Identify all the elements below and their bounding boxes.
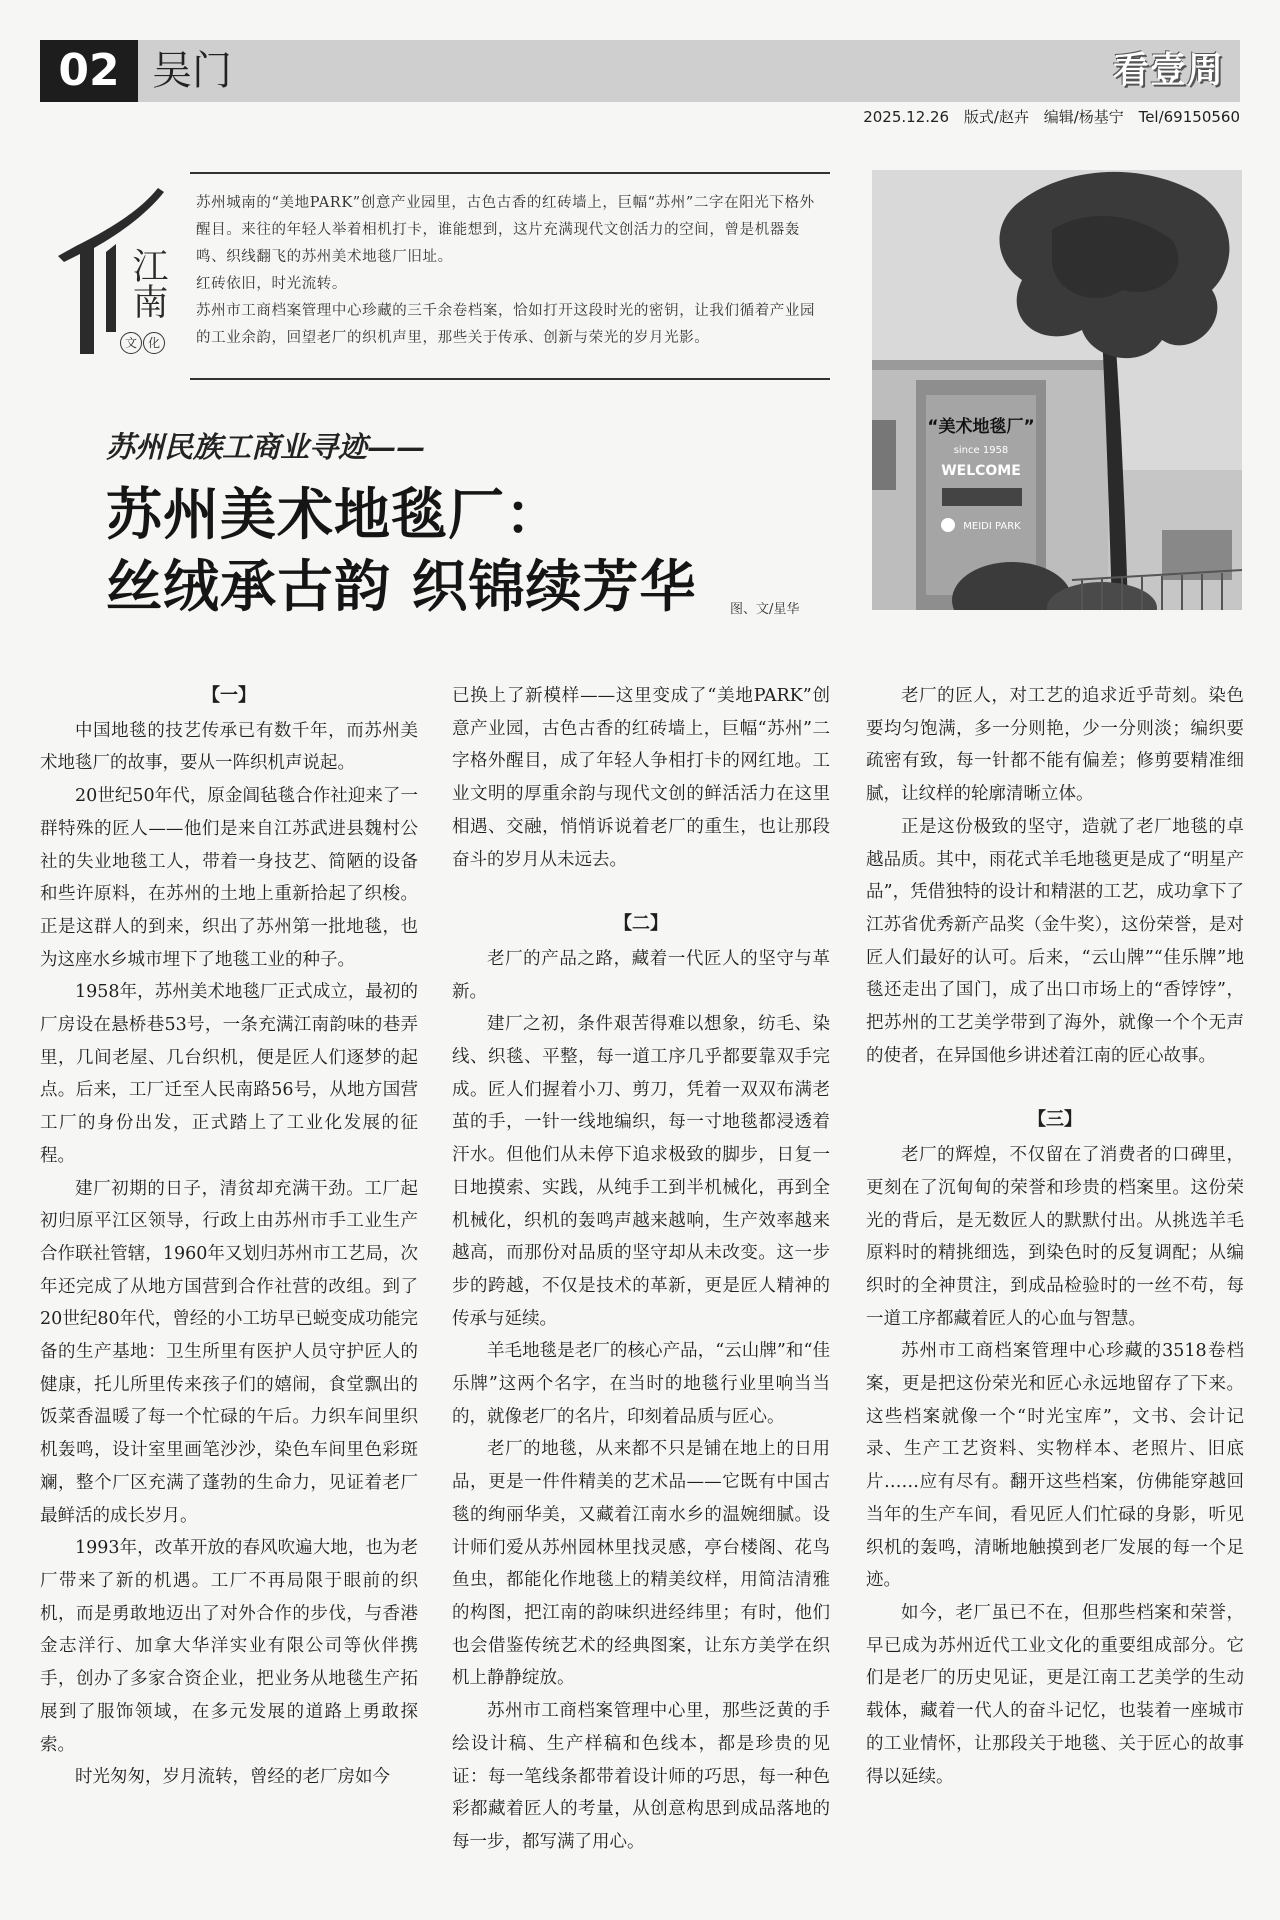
intro-paragraph: 苏州市工商档案管理中心珍藏的三千余卷档案，恰如打开这段时光的密钥，让我们循着产业园的工业余韵，回望老厂的织机声里，那些关于传承、创新与荣光的岁月光影。 (196, 303, 816, 346)
paragraph: 1993年，改革开放的春风吹遍大地，也为老厂带来了新的机遇。工厂不再局限于眼前的织机，而是勇敢地迈出了对外合作的步伐，与香港金志洋行、加拿大华洋实业有限公司等伙伴携手，创办了多家合资企业，把业务从地毯生产拓展到了服饰领域，在多元发展的道路上勇敢探索。 (40, 1538, 418, 1755)
section-heading: 【一】 (202, 685, 256, 706)
sign-since: since 1958 (953, 445, 1009, 456)
paragraph: 老厂的产品之路，藏着一代匠人的坚守与革新。 (452, 948, 830, 1002)
title-line-2: 丝绒承古韵 织锦续芳华 (106, 555, 697, 620)
paragraph: 苏州市工商档案管理中心里，那些泛黄的手绘设计稿、生产样稿和色线本，都是珍贵的见证：每一笔线条都带着设计师的巧思，每一种色彩都藏着匠人的考量，从创意构思到成品落地的每一步，都写满了用心。 (452, 1701, 830, 1852)
layout-credit: 版式/赵卉 (963, 108, 1029, 126)
sign-park: MEIDI PARK (963, 521, 1021, 532)
article-column-2 (452, 680, 830, 1859)
divider (190, 378, 830, 380)
paragraph: 20世纪50年代，原金阊毡毯合作社迎来了一群特殊的匠人——他们是来自江苏武进县魏村公社的失业地毯工人，带着一身技艺、简陋的设备和些许原料，在苏州的土地上重新拾起了织梭。正是这群人的到来，织出了苏州第一批地毯，也为这座水乡城市埋下了地毯工业的种子。 (40, 786, 418, 970)
paragraph: 建厂之初，条件艰苦得难以想象，纺毛、染线、织毯、平整，每一道工序几乎都要靠双手完成。匠人们握着小刀、剪刀，凭着一双双布满老茧的手，一针一线地编织，每一寸地毯都浸透着汗水。但他们从未停下追求极致的脚步，日复一日地摸索、实践，从纯手工到半机械化，再到全机械化，织机的轰鸣声越来越响，生产效率越来越高，而那份对品质的坚守却从未改变。这一步步的跨越，不仅是技术的革新，更是匠人精神的传承与延续。 (452, 1014, 830, 1329)
dateline (853, 106, 1240, 127)
spacer (866, 1072, 1244, 1104)
sign-title: “美术地毯厂” (927, 417, 1035, 437)
intro-paragraph: 红砖依旧，时光流转。 (196, 276, 347, 292)
spacer (452, 876, 830, 908)
issue-date: 2025.12.26 (863, 108, 950, 126)
logo-badge-2: 化 (143, 332, 165, 354)
sign-welcome: WELCOME (941, 463, 1021, 479)
paragraph: 正是这份极致的坚守，造就了老厂地毯的卓越品质。其中，雨花式羊毛地毯更是成了“明星产品”，凭借独特的设计和精湛的工艺，成功拿下了江苏省优秀新产品奖（金牛奖），这份荣誉，是对匠人们最好的认可。后来，“云山牌”“佳乐牌”地毯还走出了国门，成了出口市场上的“香饽饽”，把苏州的工艺美学带到了海外，就像一个个无声的使者，在异国他乡讲述着江南的匠心故事。 (866, 816, 1244, 1066)
page-header-bar (40, 40, 1240, 102)
article-kicker: 苏州民族工商业寻迹—— (106, 430, 426, 464)
paragraph: 老厂的辉煌，不仅留在了消费者的口碑里，更刻在了沉甸甸的荣誉和珍贵的档案里。这份荣光的背后，是无数匠人的默默付出。从挑选羊毛原料时的精挑细选，到染色时的反复调配；从编织时的全神贯注，到成品检验时的一丝不苟，每一道工序都藏着匠人的心血与智慧。 (866, 1145, 1244, 1329)
logo-badge-1: 文 (120, 332, 142, 354)
intro-lead (196, 190, 828, 352)
paragraph: 老厂的匠人，对工艺的追求近乎苛刻。染色要均匀饱满，多一分则艳，少一分则淡；编织要疏密有致，每一针都不能有偏差；修剪要精准细腻，让纹样的轮廓清晰立体。 (866, 686, 1244, 805)
paragraph: 如今，老厂虽已不在，但那些档案和荣誉，早已成为苏州近代工业文化的重要组成部分。它们是老厂的历史见证，更是江南工艺美学的生动载体，藏着一代人的奋斗记忆，也装着一座城市的工业情怀，让那段关于地毯、关于匠心的故事得以延续。 (866, 1602, 1244, 1787)
paragraph: 1958年，苏州美术地毯厂正式成立，最初的厂房设在悬桥巷53号，一条充满江南韵味的巷弄里，几间老屋、几台织机，便是匠人们逐梦的起点。后来，工厂迁至人民南路56号，从地方国营工厂的身份出发，正式踏上了工业化发展的征程。 (40, 982, 418, 1166)
paragraph: 中国地毯的技艺传承已有数千年，而苏州美术地毯厂的故事，要从一阵织机声说起。 (40, 720, 418, 774)
paragraph: 苏州市工商档案管理中心珍藏的3518卷档案，更是把这份荣光和匠心永远地留存了下来。这些档案就像一个“时光宝库”，文书、会计记录、生产工艺资料、实物样本、老照片、旧底片……应有尽有。翻开这些档案，仿佛能穿越回当年的生产车间，看见匠人们忙碌的身影，听见织机的轰鸣，清晰地触摸到老厂发展的每一个足迹。 (866, 1341, 1244, 1591)
telephone: Tel/69150560 (1138, 108, 1240, 126)
section-name: 吴门 (152, 48, 232, 94)
article-column-3 (866, 680, 1244, 1793)
byline: 图、文/星华 (730, 602, 800, 617)
paragraph: 老厂的地毯，从来都不只是铺在地上的日用品，更是一件件精美的艺术品——它既有中国古毯的绚丽华美，又藏着江南水乡的温婉细腻。设计师们爱从苏州园林里找灵感，亭台楼阁、花鸟鱼虫，都能化作地毯上的精美纹样，用简洁清雅的构图，把江南的韵味织进经纬里；有时，他们也会借鉴传统艺术的经典图案，让东方美学在织机上静静绽放。 (452, 1439, 830, 1689)
section-heading: 【二】 (614, 913, 668, 935)
paragraph: 羊毛地毯是老厂的核心产品，“云山牌”和“佳乐牌”这两个名字，在当时的地毯行业里响当当的，就像老厂的名片，印刻着品质与匠心。 (452, 1341, 830, 1427)
logo-badge (120, 332, 166, 354)
title-line-1: 苏州美术地毯厂： (106, 483, 562, 548)
article-column-1 (40, 680, 418, 1794)
page-number: 02 (40, 40, 138, 102)
paragraph: 时光匆匆，岁月流转，曾经的老厂房如今 (75, 1767, 390, 1788)
paragraph: 建厂初期的日子，清贫却充满干劲。工厂起初归原平江区领导，行政上由苏州市手工业生产合作联社管辖，1960年又划归苏州市工艺局，次年还完成了从地方国营到合作社营的改组。到了20世纪80年代，曾经的小工坊早已蜕变成功能完备的生产基地：卫生所里有医护人员守护匠人的健康，托儿所里传来孩子们的嬉闹，食堂飘出的饭菜香温暖了每一个忙碌的午后。力织车间里织机轰鸣，设计室里画笔沙沙，染色车间里色彩斑斓，整个厂区充满了蓬勃的生命力，见证着老厂最鲜活的成长岁月。 (40, 1178, 418, 1526)
article-photo (872, 170, 1242, 610)
jiangnan-culture-logo (46, 182, 176, 357)
paragraph-continued: 已换上了新模样——这里变成了“美地PARK”创意产业园，古色古香的红砖墙上，巨幅“苏州”二字格外醒目，成了年轻人争相打卡的网红地。工业文明的厚重余韵与现代文创的鲜活活力在这里相遇、交融，悄悄诉说着老厂的重生，也让那段奋斗的岁月从未远去。 (452, 686, 830, 870)
editor-credit: 编辑/杨基宁 (1043, 108, 1124, 126)
section-heading: 【三】 (1028, 1109, 1082, 1131)
intro-paragraph: 苏州城南的“美地PARK”创意产业园里，古色古香的红砖墙上，巨幅“苏州”二字在阳光下格外醒目。来往的年轻人举着相机打卡，谁能想到，这片充满现代文创活力的空间，曾是机器轰鸣、织线翻飞的苏州美术地毯厂旧址。 (196, 195, 815, 265)
logo-characters: 江南 (127, 247, 168, 319)
article-title (106, 480, 697, 624)
meidi-park-photo (872, 170, 1242, 610)
divider (190, 172, 830, 174)
masthead-logo: 看壹周 (1112, 50, 1224, 91)
